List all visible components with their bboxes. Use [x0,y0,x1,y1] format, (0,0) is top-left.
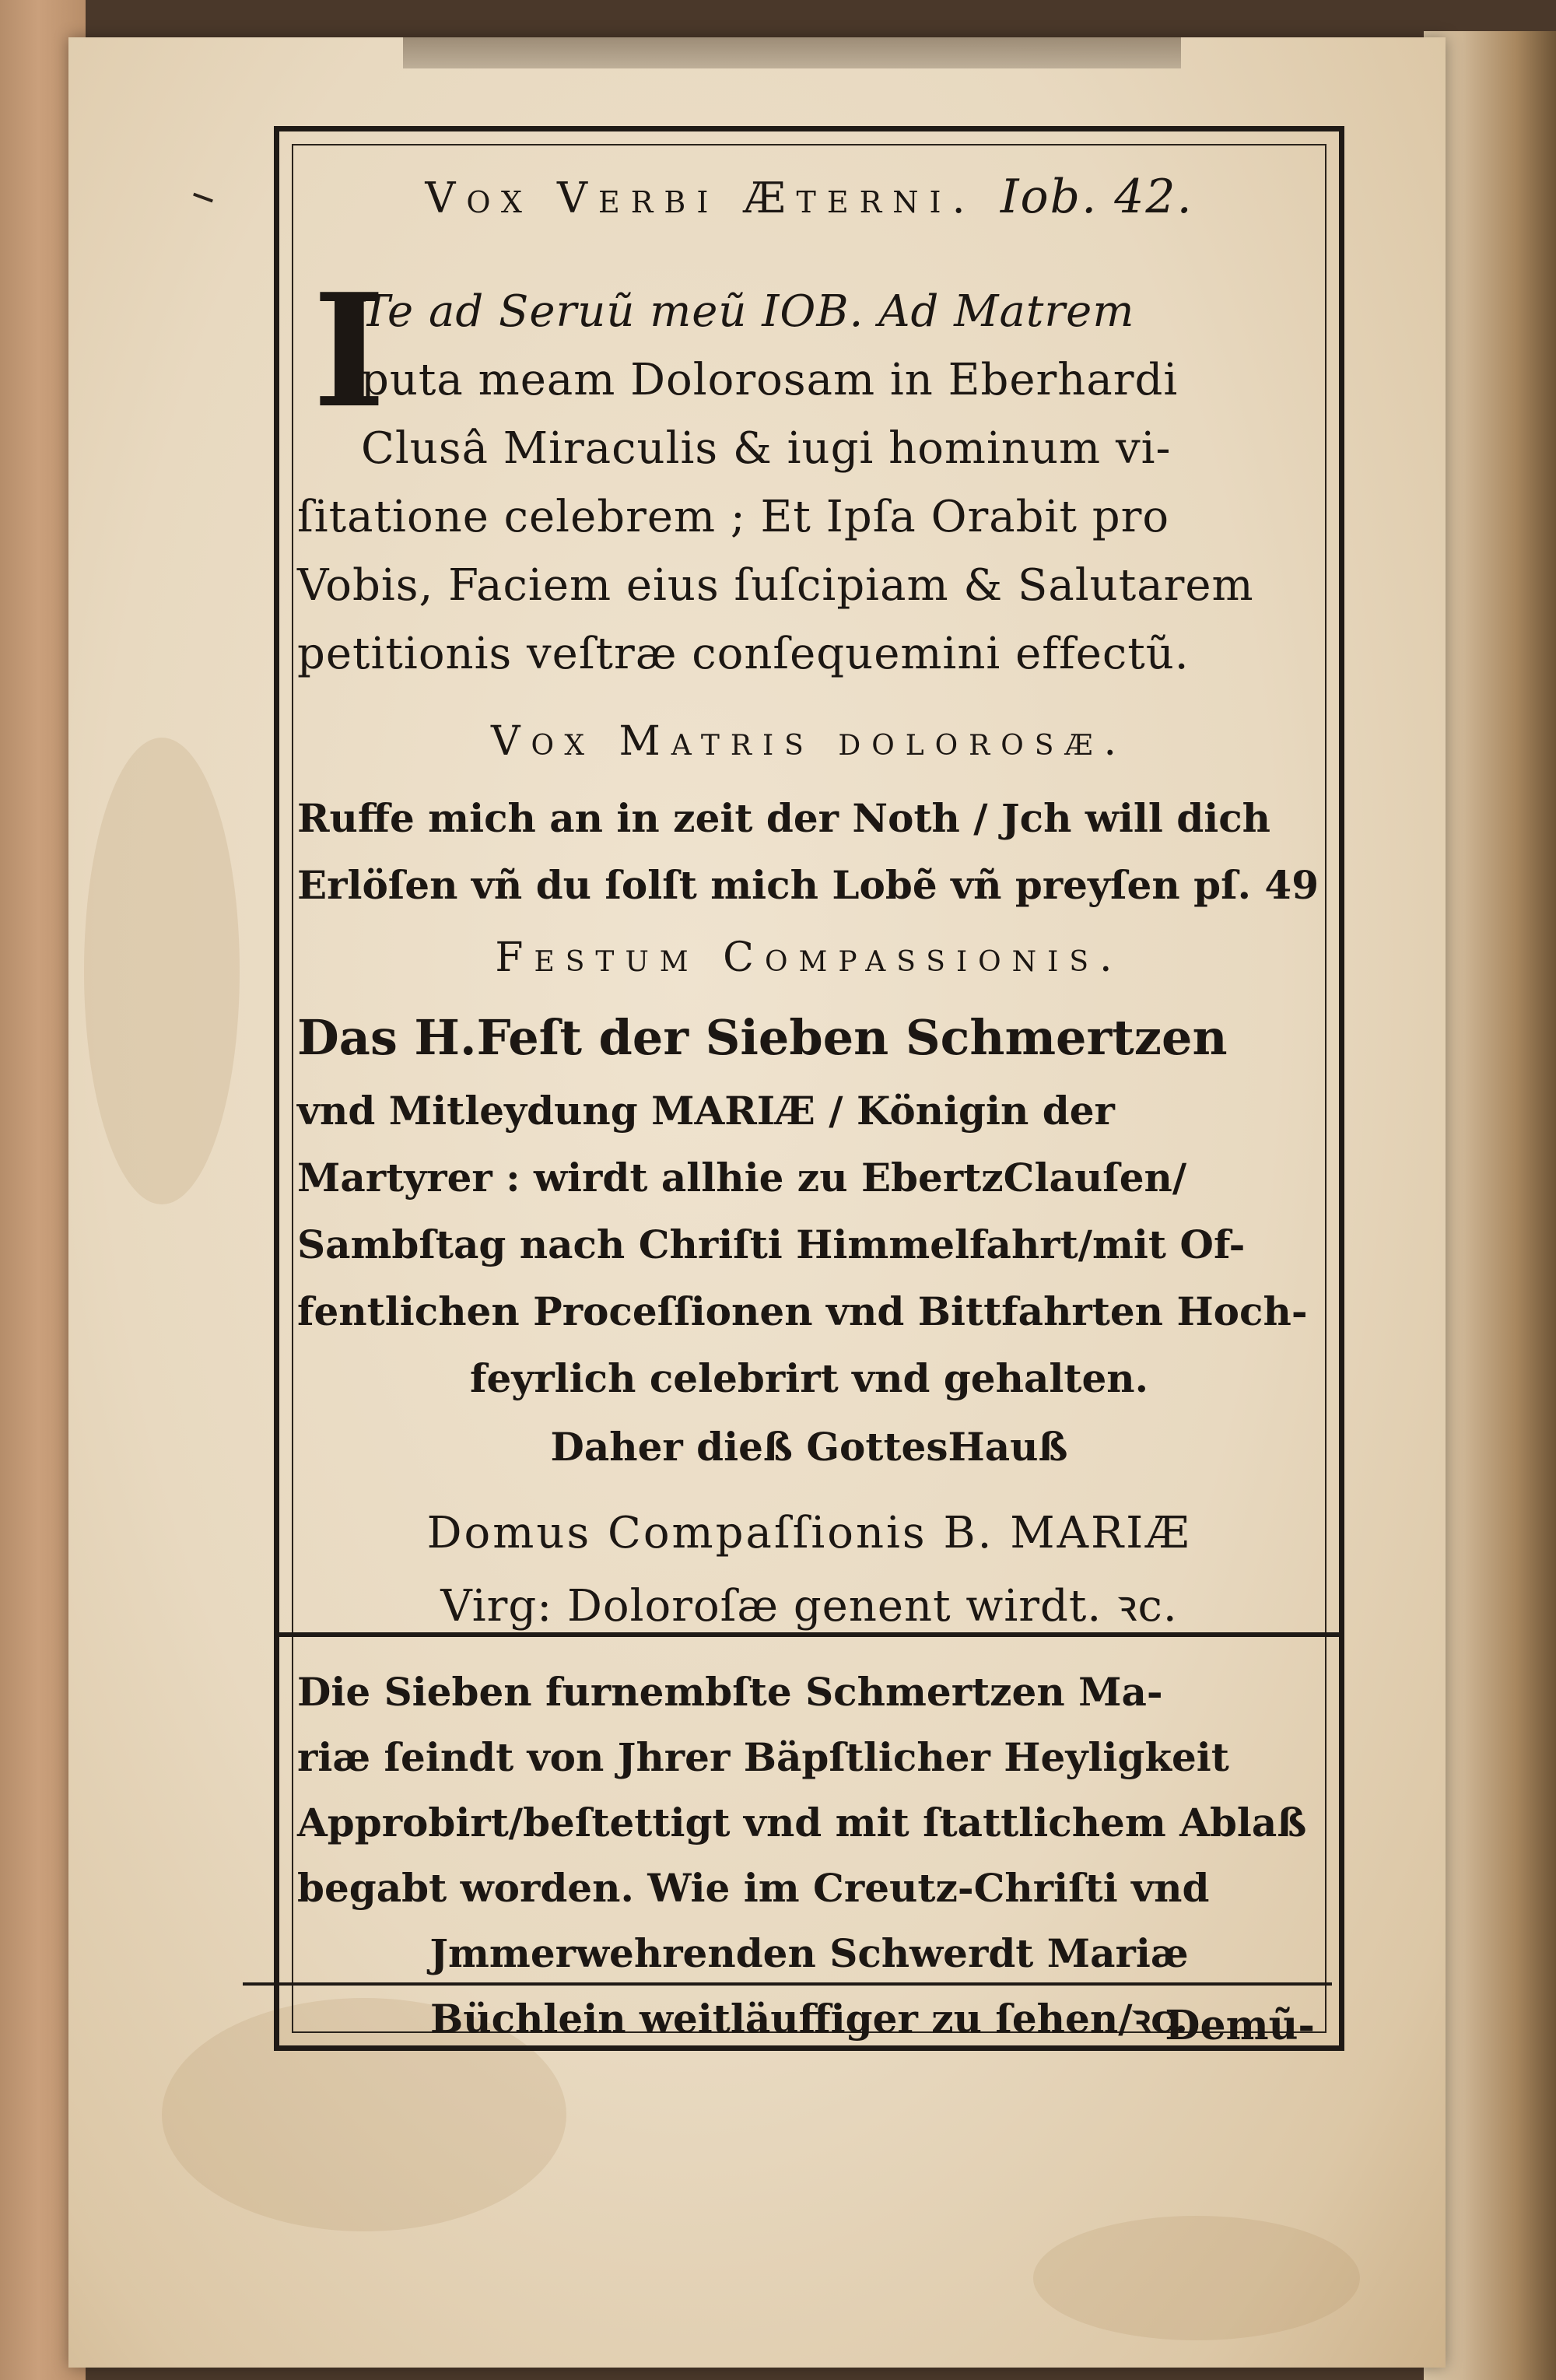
german-line-14: Büchlein weitläuffiger zu ſehen/ꝛc. [429,1996,1189,2042]
heading-vox-verbi-text: Vox Verbi Æterni. [425,174,976,223]
paper-stain [1033,2216,1360,2340]
bottom-rule [243,1982,1332,1986]
latin-line-1-text: Te ad Seruũ meũ IOB. Ad Matrem [361,286,1135,337]
german-line-13: Jmmerwehrenden Schwerdt Mariæ [429,1930,1189,1976]
german-line-12: begabt worden. Wie im Creutz-Chriſti vnd [297,1865,1210,1911]
latin-line-1 [361,286,1318,337]
german-line-11: Approbirt/beſtettigt vnd mit ſtattlichem Ablaß [297,1800,1307,1845]
german-line-8: Daher dieß GottesHauß [550,1424,1068,1470]
latin-line-3: Clusâ Miraculis & iugi hominum vi- [361,423,1172,474]
latin-domus-line-1: Domus Compaſſionis B. MARIÆ [426,1508,1192,1558]
german-line-1: Ruffe mich an in zeit der Noth / Jch will dich [297,795,1271,841]
german-line-9: Die Sieben furnembſte Schmertzen Ma- [297,1669,1163,1715]
paper-stain [84,738,240,1204]
german-line-10: riæ ſeindt von Jhrer Bäpſtlicher Heyligkeit [297,1734,1229,1780]
german-line-4: Martyrer : wirdt allhie zu EbertzClauſen/ [297,1155,1187,1201]
german-line-2: Erlöſen vñ du ſolſt mich Lobẽ vñ preyſen pſ. 49 [297,862,1319,908]
tape-strip [403,37,1181,68]
german-line-7: feyrlich celebrirt vnd gehalten. [469,1355,1149,1401]
german-line-6: fentlichen Proceſſionen vnd Bittfahrten Hoch- [297,1288,1308,1334]
heading-festum: Festum Compassionis. [495,934,1123,981]
heading-vox-verbi [289,170,1329,224]
latin-domus-line-2: Virg: Doloroſæ genent wirdt. ꝛc. [440,1581,1178,1632]
divider-rule [274,1632,1344,1637]
heading-job-reference: Iob. 42. [1000,170,1193,224]
latin-line-2: puta meam Dolorosam in Eberhardi [361,355,1179,405]
german-feast-title: Das H.Feſt der Sieben Schmertzen [297,1009,1228,1066]
heading-vox-matris: Vox Matris dolorosæ. [490,718,1128,765]
latin-line-5: Vobis, Faciem eius ſuſcipiam & Salutarem [297,560,1254,611]
german-line-3: vnd Mitleydung MARIÆ / Königin der [297,1088,1115,1134]
german-line-5: Sambſtag nach Chriſti Himmelfahrt/mit Of- [297,1222,1246,1267]
latin-line-6: petitionis veſtræ conſequemini effectũ. [297,629,1190,679]
catchword: Demũ- [1165,2002,1315,2049]
drop-cap: I [313,260,386,443]
latin-line-4: ſitatione celebrem ; Et Ipſa Orabit pro [297,492,1170,542]
